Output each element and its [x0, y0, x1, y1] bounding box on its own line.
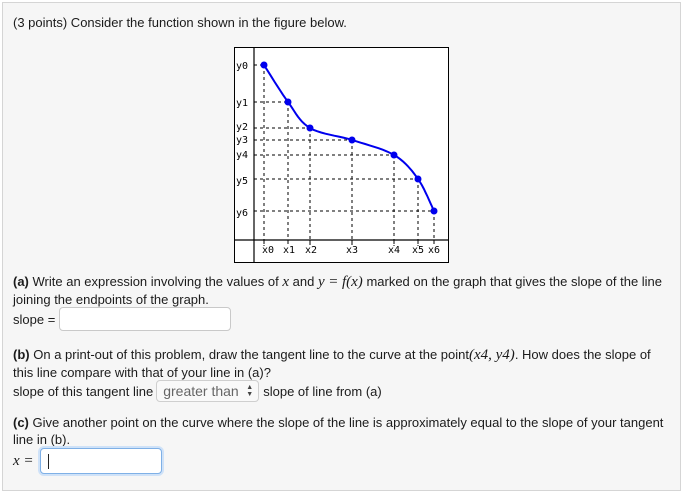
x-label-4: x4: [387, 245, 401, 256]
y-label-6: y6: [236, 208, 249, 219]
part-b-point: (x4, y4): [469, 347, 515, 363]
select-arrows-icon: ▲ ▼: [246, 384, 254, 398]
x-label-2: x2: [304, 245, 318, 256]
curve-point-4: [391, 152, 398, 159]
part-a-eq: =: [328, 274, 339, 290]
curve-point-3: [349, 137, 356, 144]
part-c-question: [13, 414, 673, 448]
part-a-answer-row: [13, 307, 231, 331]
slope-label: slope =: [13, 311, 56, 327]
part-a-text2: marked on the graph that gives the slope of the line joining the endpoints of the graph.: [13, 274, 663, 307]
x-label-6: x6: [427, 245, 441, 256]
comparison-select[interactable]: [156, 380, 259, 402]
tangent-slope-label: slope of this tangent line: [13, 383, 154, 399]
part-a-fx: f(x): [341, 274, 363, 290]
tangent-slope-suffix: slope of line from (a): [263, 383, 382, 399]
part-c-answer-row: [13, 448, 162, 474]
part-a-question: [13, 273, 673, 308]
curve-point-5: [415, 176, 422, 183]
function-graph: [234, 47, 449, 263]
y-label-5: y5: [236, 176, 249, 187]
part-b-tag: (b): [13, 347, 30, 362]
part-b-answer-row: [13, 380, 382, 402]
y-label-3: y3: [236, 135, 249, 146]
x-label-3: x3: [345, 245, 359, 256]
y-label-0: y0: [236, 61, 249, 72]
part-b-text1: On a print-out of this problem, draw the tangent line to the curve at the point: [33, 347, 469, 362]
x-label-5: x5: [411, 245, 425, 256]
part-b-text2: . How does the slope of this line compare with that of your line in (a)?: [13, 347, 651, 380]
y-label-4: y4: [236, 150, 249, 161]
y-label-1: y1: [236, 98, 249, 109]
curve-point-6: [431, 208, 438, 215]
part-c-tag: (c): [13, 415, 29, 430]
curve-point-0: [261, 62, 268, 69]
part-a-and: and: [292, 274, 315, 289]
x-label-0: x0: [261, 245, 275, 256]
problem-panel: [2, 2, 681, 491]
y-label-2: y2: [236, 122, 249, 133]
part-c-text: Give another point on the curve where the slope of the line is approximately equal to the slope of your tangent line in (b).: [13, 415, 664, 447]
comparison-select-value: greater than: [163, 383, 239, 399]
problem-intro: (3 points) Consider the function shown in the figure below.: [13, 15, 347, 30]
part-a-var-x: x: [282, 274, 289, 290]
x-input[interactable]: [40, 448, 162, 474]
slope-input[interactable]: [59, 307, 231, 331]
x-label-1: x1: [282, 245, 296, 256]
curve-point-1: [285, 99, 292, 106]
part-b-question: [13, 346, 673, 381]
x-answer-label: x =: [13, 452, 34, 469]
curve-point-2: [307, 125, 314, 132]
part-a-tag: (a): [13, 274, 29, 289]
part-a-text1: Write an expression involving the values of: [32, 274, 279, 289]
text-caret: [48, 454, 49, 469]
part-a-var-y: y: [317, 274, 325, 290]
